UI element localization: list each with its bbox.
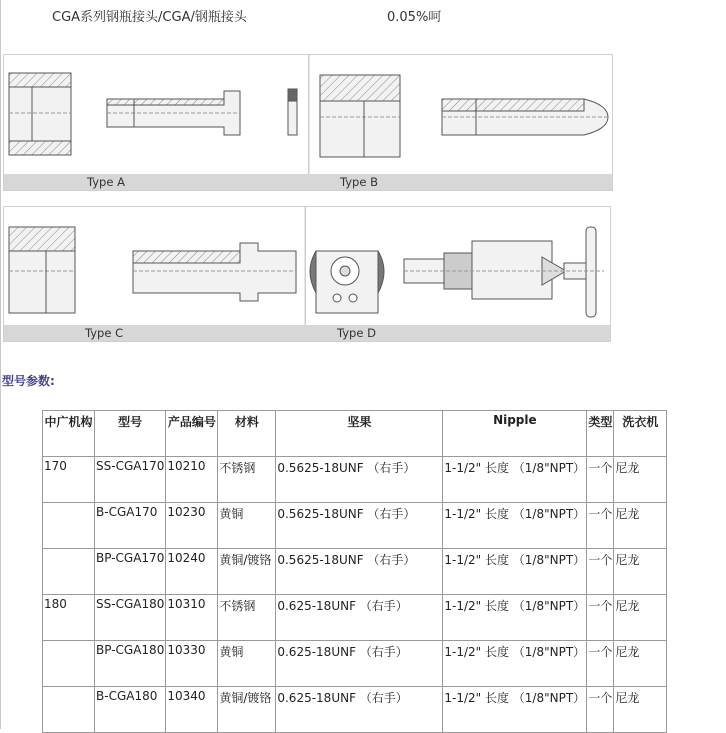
cell-nut: 0.5625-18UNF （右手） (276, 457, 443, 503)
page-left-border (0, 0, 1, 729)
col-header-product-no: 产品编号 (166, 411, 218, 457)
cell-nut: 0.625-18UNF （右手） (276, 641, 443, 687)
diagram-panel-ab (3, 54, 613, 191)
table-row (43, 687, 667, 733)
cell-material: 黄铜/镀铬 (218, 549, 276, 595)
table-row (43, 503, 667, 549)
cell-nipple: 1-1/2" 长度 （1/8"NPT） (443, 457, 587, 503)
cell-nipple: 1-1/2" 长度 （1/8"NPT） (443, 595, 587, 641)
cell-agency (43, 549, 95, 595)
cell-washer: 尼龙 (614, 503, 667, 549)
cell-model: SS-CGA170 (95, 457, 166, 503)
cell-nipple: 1-1/2" 长度 （1/8"NPT） (443, 641, 587, 687)
cell-nipple: 1-1/2" 长度 （1/8"NPT） (443, 549, 587, 595)
type-d-front-drawing (310, 251, 384, 313)
cell-nipple: 1-1/2" 长度 （1/8"NPT） (443, 503, 587, 549)
cell-agency (43, 503, 95, 549)
cell-product-no: 10240 (166, 549, 218, 595)
cell-product-no: 10340 (166, 687, 218, 733)
cell-material: 不锈钢 (218, 457, 276, 503)
product-price: 0.05%呵 (387, 10, 442, 25)
caption-type-c: Type C (85, 326, 124, 340)
cell-material: 不锈钢 (218, 595, 276, 641)
section-title-specs: 型号参数: (2, 374, 55, 388)
table-row (43, 457, 667, 503)
table-row (43, 549, 667, 595)
col-header-washer: 洗衣机 (614, 411, 667, 457)
cell-model: BP-CGA180 (95, 641, 166, 687)
product-name: CGA系列钢瓶接头/CGA/钢瓶接头 (52, 10, 247, 25)
cell-model: B-CGA170 (95, 503, 166, 549)
cell-agency: 180 (43, 595, 95, 641)
type-a-washer-drawing (288, 89, 297, 135)
cell-product-no: 10210 (166, 457, 218, 503)
cell-type: 一个 (587, 641, 614, 687)
type-b-nut-drawing (320, 75, 400, 157)
cell-agency (43, 687, 95, 733)
cell-material: 黄铜 (218, 503, 276, 549)
cell-nut: 0.625-18UNF （右手） (276, 687, 443, 733)
cell-washer: 尼龙 (614, 641, 667, 687)
cell-nut: 0.5625-18UNF （右手） (276, 503, 443, 549)
cell-product-no: 10230 (166, 503, 218, 549)
col-header-model: 型号 (95, 411, 166, 457)
cell-product-no: 10310 (166, 595, 218, 641)
cell-material: 黄铜/镀铬 (218, 687, 276, 733)
type-a-nut-drawing (9, 73, 71, 155)
col-header-nut: 坚果 (276, 411, 443, 457)
cell-type: 一个 (587, 549, 614, 595)
type-c-d-drawing (4, 207, 610, 325)
col-header-material: 材料 (218, 411, 276, 457)
cell-nipple: 1-1/2" 长度 （1/8"NPT） (443, 687, 587, 733)
cell-type: 一个 (587, 503, 614, 549)
caption-type-b: Type B (340, 175, 378, 189)
cell-agency: 170 (43, 457, 95, 503)
cell-nut: 0.5625-18UNF （右手） (276, 549, 443, 595)
caption-type-d: Type D (337, 326, 376, 340)
diagram-panel-cd (3, 206, 611, 342)
col-header-type: 类型 (587, 411, 614, 457)
cell-type: 一个 (587, 687, 614, 733)
cell-washer: 尼龙 (614, 687, 667, 733)
table-row (43, 595, 667, 641)
cell-type: 一个 (587, 457, 614, 503)
cell-nut: 0.625-18UNF （右手） (276, 595, 443, 641)
col-header-nipple: Nipple (443, 411, 587, 457)
cell-agency (43, 641, 95, 687)
type-c-nipple-drawing (133, 243, 296, 301)
table-header-row (43, 411, 667, 457)
cell-model: BP-CGA170 (95, 549, 166, 595)
cell-washer: 尼龙 (614, 457, 667, 503)
type-d-side-drawing (404, 227, 604, 317)
type-a-nipple-drawing (107, 91, 240, 135)
spec-table (42, 410, 667, 733)
type-c-nut-drawing (9, 227, 75, 313)
cell-model: SS-CGA180 (95, 595, 166, 641)
cell-model: B-CGA180 (95, 687, 166, 733)
cell-material: 黄铜 (218, 641, 276, 687)
table-row (43, 641, 667, 687)
cell-washer: 尼龙 (614, 549, 667, 595)
caption-type-a: Type A (87, 175, 125, 189)
col-header-agency: 中广机构 (43, 411, 95, 457)
cell-washer: 尼龙 (614, 595, 667, 641)
type-b-nipple-drawing (442, 99, 608, 135)
cell-type: 一个 (587, 595, 614, 641)
cell-product-no: 10330 (166, 641, 218, 687)
